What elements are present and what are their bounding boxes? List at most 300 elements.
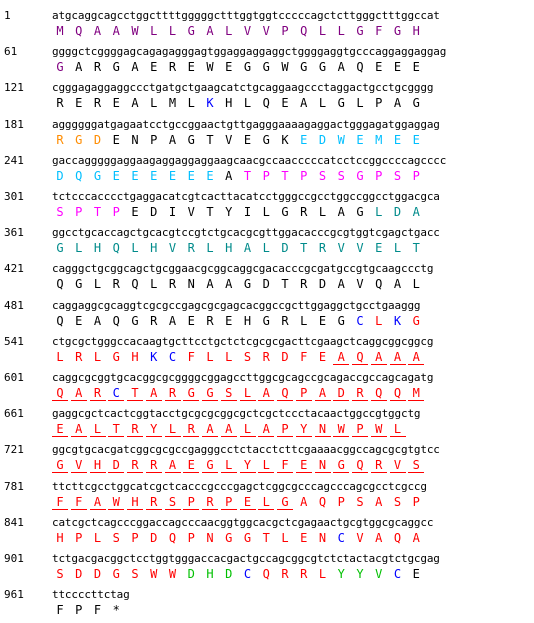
amino-acid-residue: N xyxy=(315,458,331,473)
amino-acid-residue: E xyxy=(187,168,195,183)
amino-acid-residue: D xyxy=(93,567,102,581)
amino-acid-residue: L xyxy=(318,567,327,581)
amino-acid-residue: G xyxy=(56,241,64,256)
position-number: 481 xyxy=(4,298,24,312)
sequence-block xyxy=(0,153,534,189)
amino-acid-residue: S xyxy=(337,168,345,183)
amino-acid-residue: Q xyxy=(112,241,120,256)
amino-acid-residue: G xyxy=(112,60,120,75)
amino-acid-residue: A xyxy=(412,530,420,545)
amino-acid-residue: P xyxy=(337,494,345,509)
amino-acid-residue: E xyxy=(52,422,68,437)
amino-acid-residue: R xyxy=(150,313,158,328)
position-number: 121 xyxy=(4,81,24,95)
amino-acid-residue: L xyxy=(318,24,327,38)
amino-acid-residue: G xyxy=(183,386,199,401)
amino-acid-residue: G xyxy=(56,60,64,75)
amino-acid-residue: D xyxy=(281,349,289,364)
nucleotide-line: ggggctcggggagcagagagggagtggaggaggaggctggggaggtgcccaggaggaggag xyxy=(52,45,447,59)
amino-acid-residue: L xyxy=(240,422,256,437)
amino-acid-residue: Q xyxy=(56,313,64,328)
position-number: 361 xyxy=(4,226,24,240)
amino-acid-residue: H xyxy=(93,241,102,256)
amino-acid-residue: L xyxy=(375,313,383,328)
amino-acid-residue: H xyxy=(412,24,420,38)
amino-acid-residue: H xyxy=(150,241,158,256)
amino-acid-residue: G xyxy=(93,168,102,183)
amino-acid-residue: A xyxy=(300,96,308,111)
amino-acid-residue: Y xyxy=(225,205,233,219)
amino-acid-residue: A xyxy=(225,277,233,292)
amino-acid-residue: G xyxy=(337,96,345,111)
amino-acid-residue: T xyxy=(300,241,308,256)
amino-acid-residue: T xyxy=(127,386,143,401)
amino-acid-residue: L xyxy=(131,241,139,256)
amino-acid-residue: F xyxy=(52,495,68,510)
position-number: 901 xyxy=(4,552,24,565)
amino-acid-residue: H xyxy=(127,495,143,510)
amino-acid-residue: L xyxy=(240,386,256,401)
amino-acid-residue: A xyxy=(258,386,274,401)
amino-acid-residue: S xyxy=(131,567,139,581)
nucleotide-line: gaggcgctcactcggtacctgcgcgcggcgctcgctccctacaactggccgtggctg xyxy=(52,407,421,421)
amino-acid-residue: R xyxy=(300,205,308,219)
amino-acid-residue: A xyxy=(206,24,214,38)
amino-acid-residue: G xyxy=(187,24,195,38)
amino-acid-residue: F xyxy=(277,458,293,473)
amino-acid-residue: P xyxy=(296,386,312,401)
amino-acid-residue: R xyxy=(281,567,289,581)
nucleotide-line: ctgcgctgggccacaagtgcttcctgctctcgcgcgacttcgaagctcaggcggcggcg xyxy=(52,334,434,348)
amino-acid-residue: E xyxy=(112,132,120,147)
amino-acid-residue: A xyxy=(168,313,177,328)
position-number: 781 xyxy=(4,479,24,493)
amino-acid-residue: Y xyxy=(337,567,345,581)
amino-acid-residue: P xyxy=(277,422,293,437)
amino-acid-residue: L xyxy=(318,205,327,219)
amino-acid-residue: W xyxy=(206,60,214,75)
amino-acid-residue: R xyxy=(206,313,214,328)
amino-acid-residue: E xyxy=(412,567,420,581)
amino-acid-residue: L xyxy=(318,96,327,111)
amino-acid-residue: A xyxy=(300,494,308,509)
amino-acid-residue: Q xyxy=(262,96,270,111)
amino-acid-residue: G xyxy=(337,313,345,328)
amino-acid-residue: P xyxy=(75,603,83,618)
amino-acid-residue: G xyxy=(112,567,120,581)
amino-acid-residue: L xyxy=(262,205,270,219)
amino-acid-residue: R xyxy=(168,277,177,292)
amino-acid-residue: R xyxy=(75,349,83,364)
amino-acid-residue: D xyxy=(150,530,158,545)
amino-acid-residue: G xyxy=(243,277,252,292)
amino-acid-residue: S xyxy=(393,168,402,183)
amino-acid-residue: R xyxy=(371,458,387,473)
amino-acid-residue: T xyxy=(281,168,289,183)
amino-acid-residue: H xyxy=(225,96,233,111)
amino-acid-residue: Q xyxy=(168,530,177,545)
amino-acid-residue: S xyxy=(56,205,64,219)
amino-acid-residue: A xyxy=(408,350,424,365)
amino-acid-residue: R xyxy=(202,495,218,510)
amino-acid-residue: S xyxy=(318,168,327,183)
amino-acid-residue: M xyxy=(56,24,64,38)
amino-acid-residue: L xyxy=(165,422,181,437)
amino-acid-residue: F xyxy=(375,24,383,38)
amino-acid-residue: H xyxy=(225,241,233,256)
amino-acid-residue: L xyxy=(262,241,270,256)
amino-acid-residue: D xyxy=(187,567,195,581)
amino-acid-residue: N xyxy=(318,530,327,545)
amino-acid-residue: E xyxy=(393,60,402,75)
amino-acid-residue: E xyxy=(240,495,256,510)
amino-acid-residue: Q xyxy=(131,277,139,292)
sequence-block xyxy=(0,442,534,478)
amino-acid-residue: L xyxy=(93,277,102,292)
amino-acid-residue: L xyxy=(390,422,406,437)
amino-acid-residue: A xyxy=(393,96,402,111)
amino-acid-residue: D xyxy=(150,205,158,219)
amino-acid-residue: G xyxy=(262,132,270,147)
amino-acid-residue: F xyxy=(56,603,64,618)
amino-acid-residue: L xyxy=(75,241,83,256)
amino-acid-residue: Q xyxy=(262,567,270,581)
amino-acid-residue: E xyxy=(412,60,420,75)
amino-acid-residue: R xyxy=(90,386,106,401)
sequence-block xyxy=(0,551,534,587)
amino-acid-residue: I xyxy=(168,205,177,219)
amino-acid-residue: G xyxy=(393,24,402,38)
position-number: 181 xyxy=(4,117,24,131)
amino-acid-residue: K xyxy=(393,313,402,328)
amino-acid-residue: I xyxy=(243,205,252,219)
amino-acid-residue: Q xyxy=(300,24,308,38)
position-number: 61 xyxy=(4,45,18,59)
amino-acid-residue: L xyxy=(168,24,177,38)
amino-acid-residue: V xyxy=(337,241,345,256)
amino-acid-residue: L xyxy=(243,96,252,111)
amino-acid-residue: A xyxy=(393,277,402,292)
amino-acid-residue: L xyxy=(258,458,274,473)
amino-acid-residue: D xyxy=(318,132,327,147)
amino-acid-residue: G xyxy=(281,205,289,219)
amino-acid-residue: Q xyxy=(393,530,402,545)
amino-acid-residue: P xyxy=(300,168,308,183)
amino-acid-residue: D xyxy=(393,205,402,219)
amino-acid-residue: E xyxy=(412,132,420,147)
amino-acid-residue: L xyxy=(206,241,214,256)
amino-acid-residue: Y xyxy=(296,422,312,437)
amino-acid-residue: R xyxy=(146,495,162,510)
amino-acid-residue: P xyxy=(112,205,120,219)
amino-acid-residue: P xyxy=(183,495,199,510)
amino-acid-residue: R xyxy=(187,241,195,256)
amino-acid-residue: * xyxy=(112,603,120,618)
amino-acid-residue: D xyxy=(262,277,270,292)
amino-acid-residue: C xyxy=(108,386,124,401)
amino-acid-residue: A xyxy=(258,422,274,437)
amino-acid-residue: F xyxy=(71,495,87,510)
amino-acid-residue: K xyxy=(206,96,214,111)
amino-acid-residue: E xyxy=(393,132,402,147)
nucleotide-line: aggggggatgagaatcctgccggaactgttgagggaaaagaggactgggagatggaggag xyxy=(52,117,440,131)
amino-acid-residue: A xyxy=(337,277,345,292)
amino-acid-residue: A xyxy=(390,350,406,365)
amino-acid-residue: R xyxy=(262,349,270,364)
amino-acid-residue: E xyxy=(375,60,383,75)
sequence-block xyxy=(0,261,534,297)
amino-acid-residue: W xyxy=(337,132,345,147)
amino-acid-residue: W xyxy=(281,60,289,75)
amino-acid-residue: W xyxy=(168,567,177,581)
amino-acid-residue: G xyxy=(202,458,218,473)
amino-acid-residue: L xyxy=(375,205,383,219)
amino-acid-residue: P xyxy=(187,530,195,545)
amino-acid-residue: E xyxy=(112,96,120,111)
amino-acid-residue: T xyxy=(243,168,252,183)
sequence-block xyxy=(0,334,534,370)
amino-acid-residue: Q xyxy=(390,386,406,401)
amino-acid-residue: L xyxy=(56,349,64,364)
amino-acid-residue: E xyxy=(112,168,120,183)
sequence-block xyxy=(0,370,534,406)
sequence-block xyxy=(0,479,534,515)
position-number: 241 xyxy=(4,153,24,167)
nucleotide-line: catcgctcagcccggaccagcccaacggtggcacgctcgagaactgcgtggcgcaggcc xyxy=(52,515,434,529)
amino-acid-residue: E xyxy=(281,96,289,111)
nucleotide-line: atgcaggcagcctggcttttgggggctttggtggtcccccagctcttgggctttggccat xyxy=(52,9,440,22)
amino-acid-residue: G xyxy=(202,386,218,401)
amino-acid-residue: C xyxy=(243,567,252,581)
amino-acid-residue: A xyxy=(337,205,345,219)
amino-acid-residue: G xyxy=(333,458,349,473)
amino-acid-residue: R xyxy=(112,277,120,292)
amino-acid-residue: A xyxy=(375,530,383,545)
amino-acid-residue: L xyxy=(281,530,289,545)
amino-acid-residue: L xyxy=(356,96,364,111)
amino-acid-residue: D xyxy=(333,386,349,401)
amino-acid-residue: H xyxy=(90,458,106,473)
amino-acid-residue: V xyxy=(187,205,195,219)
sequence-block xyxy=(0,44,534,80)
sequence-block xyxy=(0,189,534,225)
amino-acid-residue: G xyxy=(225,530,233,545)
amino-acid-residue: T xyxy=(108,422,124,437)
amino-acid-residue: E xyxy=(206,168,214,183)
amino-acid-residue: P xyxy=(412,494,420,509)
position-number: 601 xyxy=(4,371,24,384)
amino-acid-residue: W xyxy=(371,422,387,437)
amino-acid-residue: V xyxy=(71,458,87,473)
amino-acid-residue: E xyxy=(318,349,327,364)
amino-acid-residue: D xyxy=(75,567,83,581)
sequence-block xyxy=(0,587,534,623)
sequence-block xyxy=(0,8,534,44)
amino-acid-residue: L xyxy=(150,277,158,292)
amino-acid-residue: A xyxy=(371,350,387,365)
amino-acid-residue: E xyxy=(168,168,177,183)
amino-acid-residue: V xyxy=(356,277,364,292)
nucleotide-line: tctgacgacggctcctggtgggaccacgactgccagcggcgtctctactacgtctgcgag xyxy=(52,552,440,565)
amino-acid-residue: M xyxy=(408,386,424,401)
amino-acid-residue: P xyxy=(75,530,83,545)
amino-acid-residue: D xyxy=(56,168,64,183)
amino-acid-residue: Q xyxy=(371,386,387,401)
amino-acid-residue: R xyxy=(93,60,102,75)
amino-acid-residue: Q xyxy=(75,24,83,38)
amino-acid-residue: R xyxy=(93,96,102,111)
amino-acid-residue: F xyxy=(187,349,195,364)
position-number: 541 xyxy=(4,334,24,348)
amino-acid-residue: E xyxy=(187,313,195,328)
amino-acid-residue: L xyxy=(206,349,214,364)
amino-acid-residue: A xyxy=(206,277,214,292)
amino-acid-residue: V xyxy=(356,530,364,545)
amino-acid-residue: G xyxy=(112,349,120,364)
amino-acid-residue: M xyxy=(168,96,177,111)
amino-acid-residue: V xyxy=(375,567,383,581)
amino-acid-residue: P xyxy=(75,205,83,219)
sequence-block xyxy=(0,406,534,442)
amino-acid-residue: Y xyxy=(240,458,256,473)
nucleotide-line: ttccccttctag xyxy=(52,588,130,602)
amino-acid-residue: R xyxy=(281,313,289,328)
amino-acid-residue: L xyxy=(150,96,158,111)
amino-acid-residue: S xyxy=(112,530,120,545)
amino-acid-residue: E xyxy=(131,168,139,183)
amino-acid-residue: A xyxy=(112,24,120,38)
nucleotide-line: ttcttcgcctggcatcgctcacccgcccgagctcggcgcccagcccagcgcctcgccg xyxy=(52,479,427,493)
amino-acid-residue: E xyxy=(225,313,233,328)
amino-acid-residue: G xyxy=(300,60,308,75)
amino-acid-residue: S xyxy=(221,386,237,401)
amino-acid-residue: R xyxy=(318,241,327,256)
amino-acid-residue: E xyxy=(300,132,308,147)
amino-acid-residue: L xyxy=(225,24,233,38)
sequence-block xyxy=(0,117,534,153)
nucleotide-line: tctcccacccctgaggacatcgtcacttacatcctgggccgcctggccggcctggacgca xyxy=(52,190,440,203)
amino-acid-residue: R xyxy=(56,132,64,147)
amino-acid-residue: H xyxy=(131,349,139,364)
amino-acid-residue: Q xyxy=(356,60,364,75)
amino-acid-residue: H xyxy=(243,313,252,328)
amino-acid-residue: P xyxy=(131,530,139,545)
amino-acid-residue: L xyxy=(393,241,402,256)
sequence-block xyxy=(0,515,534,551)
amino-acid-residue: W xyxy=(108,495,124,510)
amino-acid-residue: N xyxy=(206,530,214,545)
amino-acid-residue: V xyxy=(225,132,233,147)
amino-acid-residue: S xyxy=(393,494,402,509)
amino-acid-residue: P xyxy=(412,168,420,183)
amino-acid-residue: S xyxy=(165,495,181,510)
amino-acid-residue: L xyxy=(258,495,274,510)
amino-acid-residue: C xyxy=(168,349,177,364)
amino-acid-residue: E xyxy=(318,313,327,328)
amino-acid-residue: A xyxy=(71,422,87,437)
amino-acid-residue: Q xyxy=(52,386,68,401)
amino-acid-residue: L xyxy=(225,349,233,364)
amino-acid-residue: E xyxy=(225,60,233,75)
amino-acid-residue: P xyxy=(375,96,383,111)
amino-acid-residue: A xyxy=(333,350,349,365)
amino-acid-residue: G xyxy=(187,132,195,147)
amino-acid-residue: Q xyxy=(318,494,327,509)
amino-acid-residue: L xyxy=(90,422,106,437)
amino-acid-residue: C xyxy=(337,530,345,545)
amino-acid-residue: E xyxy=(375,241,383,256)
position-number: 301 xyxy=(4,190,24,203)
amino-acid-residue: V xyxy=(390,458,406,473)
amino-acid-residue: G xyxy=(52,458,68,473)
sequence-block xyxy=(0,298,534,334)
amino-acid-residue: Q xyxy=(375,277,383,292)
amino-acid-residue: Q xyxy=(75,168,83,183)
amino-acid-residue: A xyxy=(93,24,102,38)
amino-acid-residue: L xyxy=(300,313,308,328)
amino-acid-residue: E xyxy=(150,60,158,75)
amino-acid-residue: P xyxy=(221,495,237,510)
amino-acid-residue: T xyxy=(93,205,102,219)
amino-acid-residue: F xyxy=(93,603,102,618)
amino-acid-residue: L xyxy=(150,24,158,38)
amino-acid-residue: Q xyxy=(112,313,120,328)
amino-acid-residue: Q xyxy=(277,386,293,401)
amino-acid-residue: R xyxy=(165,386,181,401)
amino-acid-residue: W xyxy=(333,422,349,437)
nucleotide-line: gaccagggggaggaagaggaggaggaagcaacgccaacccccatcctccggccccagcccc xyxy=(52,153,447,167)
amino-acid-residue: L xyxy=(93,349,102,364)
amino-acid-residue: A xyxy=(165,458,181,473)
amino-acid-residue: G xyxy=(277,495,293,510)
sequence-block xyxy=(0,80,534,116)
amino-acid-residue: D xyxy=(281,241,289,256)
amino-acid-residue: R xyxy=(127,458,143,473)
amino-acid-residue: G xyxy=(412,96,420,111)
amino-acid-residue: Y xyxy=(356,567,364,581)
amino-acid-residue: R xyxy=(300,567,308,581)
amino-acid-residue: A xyxy=(168,132,177,147)
amino-acid-residue: L xyxy=(93,530,102,545)
amino-acid-residue: A xyxy=(412,205,420,219)
amino-acid-residue: E xyxy=(75,313,83,328)
position-number: 421 xyxy=(4,262,24,276)
amino-acid-residue: K xyxy=(150,349,158,364)
amino-acid-residue: T xyxy=(281,277,289,292)
amino-acid-residue: W xyxy=(131,24,139,38)
amino-acid-residue: S xyxy=(408,458,424,473)
position-number: 841 xyxy=(4,515,24,529)
amino-acid-residue: E xyxy=(187,60,195,75)
amino-acid-residue: S xyxy=(356,494,364,509)
amino-acid-residue: C xyxy=(356,313,364,328)
amino-acid-residue: G xyxy=(412,313,420,328)
amino-acid-residue: G xyxy=(243,530,252,545)
amino-acid-residue: V xyxy=(168,241,177,256)
nucleotide-line: ggcgtgcacgatcggcgcgccgagggcctctacctcttcgaaaacggccagcgcgtgtcc xyxy=(52,443,440,457)
amino-acid-residue: D xyxy=(93,132,102,147)
amino-acid-residue: G xyxy=(356,24,364,38)
amino-acid-residue: S xyxy=(56,567,64,581)
amino-acid-residue: L xyxy=(187,96,195,111)
amino-acid-residue: P xyxy=(375,168,383,183)
amino-acid-residue: A xyxy=(221,422,237,437)
amino-acid-residue: R xyxy=(146,458,162,473)
amino-acid-residue: A xyxy=(93,313,102,328)
amino-acid-residue: N xyxy=(315,422,331,437)
nucleotide-line: caggcgcggtgcacggcgcggggcggagccttggcgcagccgcagaccgccagcagatg xyxy=(52,371,434,384)
amino-acid-residue: T xyxy=(262,530,270,545)
